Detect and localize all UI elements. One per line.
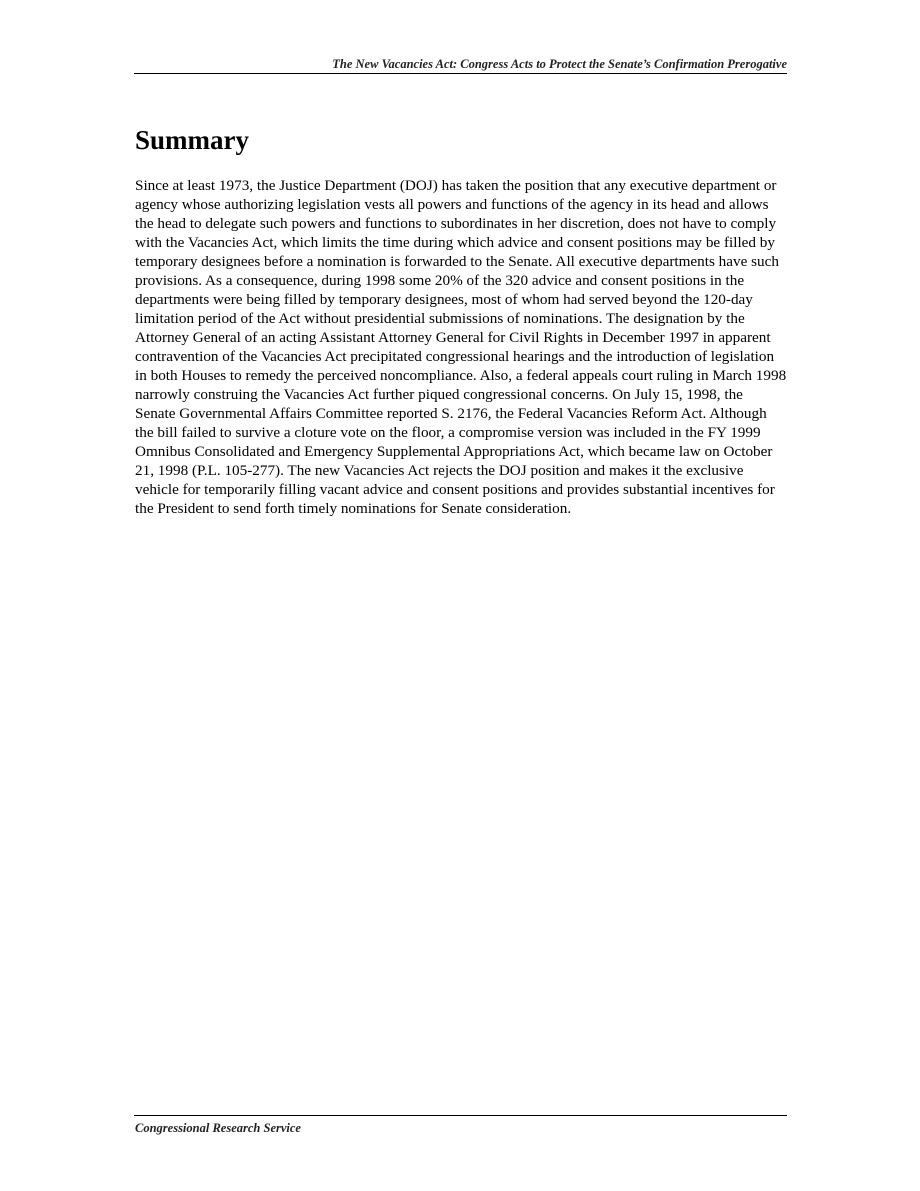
running-footer-source: Congressional Research Service [135,1121,301,1135]
running-header-title: The New Vacancies Act: Congress Acts to Protect the Senate’s Confirmation Prerogative [332,57,787,71]
section-heading: Summary [135,125,249,155]
summary-paragraph: Since at least 1973, the Justice Department (DOJ) has taken the position that any executive department or agency whose authorizing legislation vests all powers and functions of the agency in its head and allows the head to delegate such powers and functions to subordinates in her discretion, does not have to comply with the Vacancies Act, which limits the time during which advice and consent positions may be filled by temporary designees before a nomination is forwarded to the Senate. All executive departments have such provisions. As a consequence, during 1998 some 20% of the 320 advice and consent positions in the departments were being filled by temporary designees, most of whom had served beyond the 120-day limitation period of the Act without presidential submissions of nominations. The designation by the Attorney General of an acting Assistant Attorney General for Civil Rights in December 1997 in apparent contravention of the Vacancies Act precipitated congressional hearings and the introduction of legislation in both Houses to remedy the perceived noncompliance. Also, a federal appeals court ruling in March 1998 narrowly construing the Vacancies Act further piqued congressional concerns. On July 15, 1998, the Senate Governmental Affairs Committee reported S. 2176, the Federal Vacancies Reform Act. Although the bill failed to survive a cloture vote on the floor, a compromise version was included in the FY 1999 Omnibus Consolidated and Emergency Supplemental Appropriations Act, which became law on October 21, 1998 (P.L. 105-277). The new Vacancies Act rejects the DOJ position and makes it the exclusive vehicle for temporarily filling vacant advice and consent positions and provides substantial incentives for the President to send forth timely nominations for Senate consideration. [135,177,787,517]
footer-divider [134,1115,787,1116]
header-divider [134,73,787,74]
